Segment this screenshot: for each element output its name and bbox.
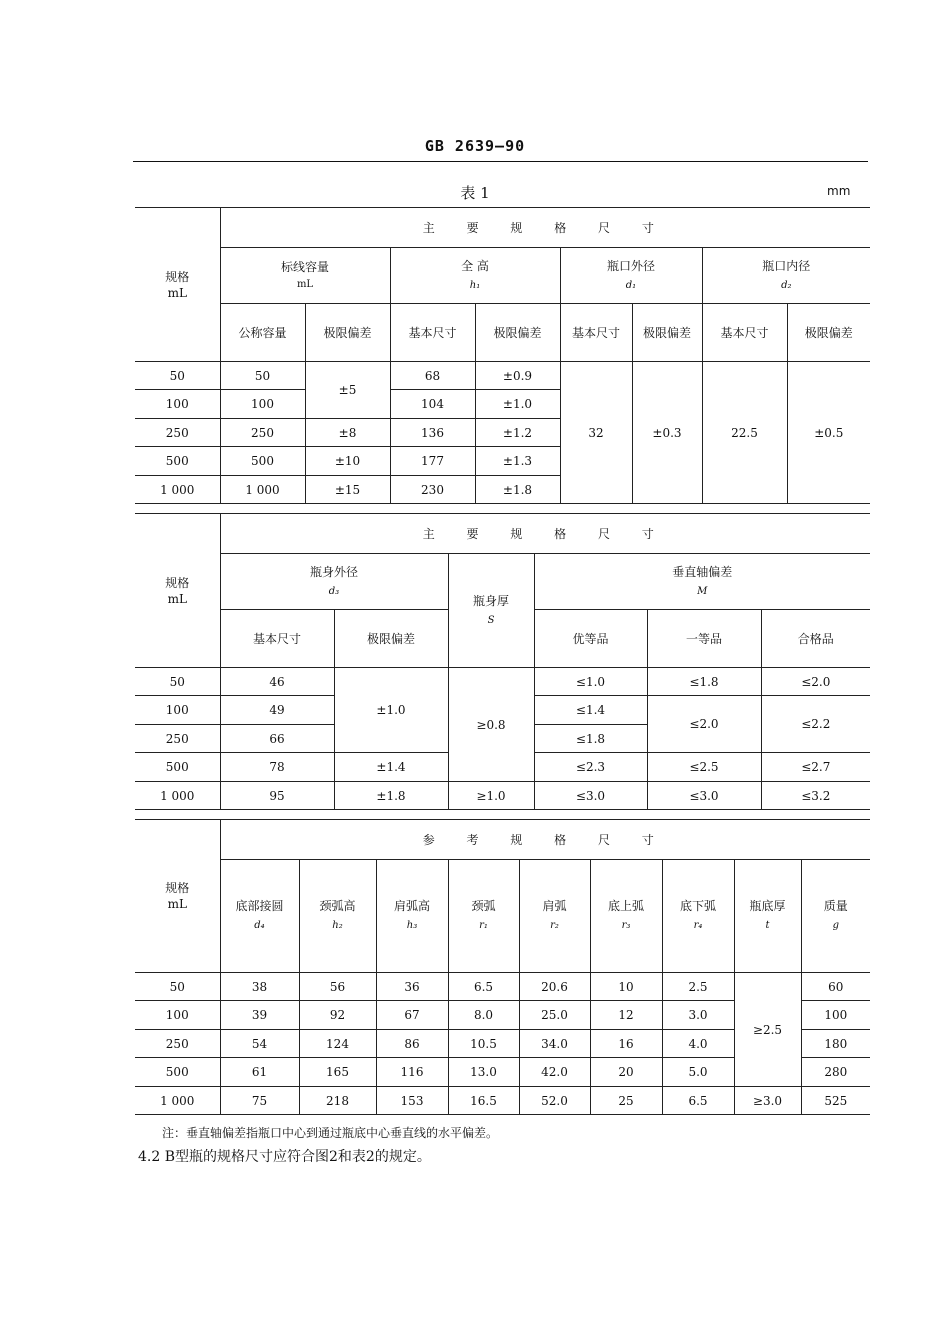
spec-cell: 100 xyxy=(135,1001,220,1030)
value-cell: 136 xyxy=(390,419,475,447)
value-cell: 4.0 xyxy=(662,1030,734,1058)
value-cell: ±0.9 xyxy=(475,362,560,390)
value-cell: 6.5 xyxy=(448,973,519,1001)
value-cell: ±1.2 xyxy=(475,419,560,447)
value-cell: ≤3.0 xyxy=(534,782,647,810)
value-cell: 6.5 xyxy=(662,1087,734,1115)
col-bottom-circle: 底部接圆 d₄ xyxy=(220,860,299,973)
value-cell: ≤1.4 xyxy=(534,696,647,725)
value-cell: ±5 xyxy=(305,362,390,419)
value-cell: 218 xyxy=(299,1087,376,1115)
value-cell: ≥0.8 xyxy=(448,668,534,782)
value-cell: 61 xyxy=(220,1058,299,1087)
sub-basic: 基本尺寸 xyxy=(702,304,787,362)
sub-basic: 基本尺寸 xyxy=(220,610,334,668)
sub-basic: 基本尺寸 xyxy=(390,304,475,362)
value-cell: 116 xyxy=(376,1058,448,1087)
value-cell: ≤2.0 xyxy=(761,668,870,696)
row-header: 规格 mL xyxy=(135,208,220,362)
value-cell: ±1.8 xyxy=(475,476,560,504)
value-cell: 104 xyxy=(390,390,475,419)
sub-tolerance: 极限偏差 xyxy=(475,304,560,362)
value-cell: 20.6 xyxy=(519,973,590,1001)
table-caption: 表 1 xyxy=(460,184,490,202)
value-cell: ±0.3 xyxy=(632,362,702,504)
value-cell: 20 xyxy=(590,1058,662,1087)
table-section-1 xyxy=(135,207,870,504)
spec-cell: 50 xyxy=(135,362,220,390)
value-cell: 180 xyxy=(801,1030,870,1058)
col-body-outer: 瓶身外径 d₃ xyxy=(220,554,448,610)
row-header: 规格 mL xyxy=(135,820,220,973)
value-cell: ±1.0 xyxy=(334,668,448,753)
value-cell: 49 xyxy=(220,696,334,725)
col-capacity: 标线容量 mL xyxy=(220,248,390,304)
table-row xyxy=(135,782,870,810)
value-cell: 86 xyxy=(376,1030,448,1058)
clause-4-2: 4.2 B型瓶的规格尺寸应符合图2和表2的规定。 xyxy=(138,1149,431,1165)
col-wall: 瓶身厚 S xyxy=(448,554,534,668)
col-shoulder-arc: 肩弧 r₂ xyxy=(519,860,590,973)
value-cell: 54 xyxy=(220,1030,299,1058)
sub-tolerance: 极限偏差 xyxy=(787,304,870,362)
sub-grade-1: 优等品 xyxy=(534,610,647,668)
value-cell: 92 xyxy=(299,1001,376,1030)
value-cell: 525 xyxy=(801,1087,870,1115)
value-cell: 100 xyxy=(220,390,305,419)
group-title: 主 要 规 格 尺 寸 xyxy=(220,514,870,554)
value-cell: ≤1.8 xyxy=(647,668,761,696)
value-cell: 38 xyxy=(220,973,299,1001)
value-cell: ≤2.2 xyxy=(761,696,870,753)
col-bottom-thickness: 瓶底厚 t xyxy=(734,860,801,973)
sub-tolerance: 极限偏差 xyxy=(334,610,448,668)
sub-grade-2: 一等品 xyxy=(647,610,761,668)
value-cell: 78 xyxy=(220,753,334,782)
table-unit: mm xyxy=(827,184,851,198)
sub-nominal: 公称容量 xyxy=(220,304,305,362)
group-title: 主 要 规 格 尺 寸 xyxy=(220,208,870,248)
header-rule xyxy=(133,161,868,162)
value-cell: 67 xyxy=(376,1001,448,1030)
value-cell: 280 xyxy=(801,1058,870,1087)
value-cell: ≤2.5 xyxy=(647,753,761,782)
value-cell: ±1.3 xyxy=(475,447,560,476)
sub-grade-3: 合格品 xyxy=(761,610,870,668)
value-cell: 250 xyxy=(220,419,305,447)
col-neck-arc-height: 颈弧高 h₂ xyxy=(299,860,376,973)
value-cell: ±1.8 xyxy=(334,782,448,810)
value-cell: ±8 xyxy=(305,419,390,447)
table-note: 注：垂直轴偏差指瓶口中心到通过瓶底中心垂直线的水平偏差。 xyxy=(162,1126,499,1140)
value-cell: ≥1.0 xyxy=(448,782,534,810)
spec-cell: 250 xyxy=(135,725,220,753)
col-shoulder-arc-height: 肩弧高 h₃ xyxy=(376,860,448,973)
value-cell: ≤2.7 xyxy=(761,753,870,782)
sub-basic: 基本尺寸 xyxy=(560,304,632,362)
spec-cell: 500 xyxy=(135,447,220,476)
value-cell: 42.0 xyxy=(519,1058,590,1087)
value-cell: ±1.0 xyxy=(475,390,560,419)
value-cell: 95 xyxy=(220,782,334,810)
value-cell: 1 000 xyxy=(220,476,305,504)
value-cell: 13.0 xyxy=(448,1058,519,1087)
value-cell: 36 xyxy=(376,973,448,1001)
value-cell: 25.0 xyxy=(519,1001,590,1030)
value-cell: 10.5 xyxy=(448,1030,519,1058)
col-mass: 质量 g xyxy=(801,860,870,973)
value-cell: 52.0 xyxy=(519,1087,590,1115)
value-cell: 39 xyxy=(220,1001,299,1030)
spec-cell: 250 xyxy=(135,1030,220,1058)
value-cell: ≥2.5 xyxy=(734,973,801,1087)
value-cell: 16 xyxy=(590,1030,662,1058)
value-cell: 230 xyxy=(390,476,475,504)
spec-cell: 100 xyxy=(135,390,220,419)
value-cell: 124 xyxy=(299,1030,376,1058)
table-row xyxy=(135,668,870,696)
col-mouth-inner: 瓶口内径 d₂ xyxy=(702,248,870,304)
value-cell: ±0.5 xyxy=(787,362,870,504)
spec-cell: 1 000 xyxy=(135,1087,220,1115)
value-cell: 68 xyxy=(390,362,475,390)
spec-cell: 500 xyxy=(135,1058,220,1087)
value-cell: ≤2.0 xyxy=(647,696,761,753)
standard-header: GB 2639—90 xyxy=(424,137,526,155)
row-header: 规格 mL xyxy=(135,514,220,668)
value-cell: 12 xyxy=(590,1001,662,1030)
col-axis-deviation: 垂直轴偏差 M xyxy=(534,554,870,610)
sub-tolerance: 极限偏差 xyxy=(632,304,702,362)
value-cell: 2.5 xyxy=(662,973,734,1001)
value-cell: 32 xyxy=(560,362,632,504)
col-mouth-outer: 瓶口外径 d₁ xyxy=(560,248,702,304)
value-cell: ≤1.0 xyxy=(534,668,647,696)
table-row xyxy=(135,973,870,1001)
value-cell: 46 xyxy=(220,668,334,696)
spec-cell: 1 000 xyxy=(135,782,220,810)
value-cell: ≤1.8 xyxy=(534,725,647,753)
col-neck-arc: 颈弧 r₁ xyxy=(448,860,519,973)
spec-cell: 50 xyxy=(135,973,220,1001)
value-cell: 56 xyxy=(299,973,376,1001)
table-section-2 xyxy=(135,513,870,810)
value-cell: ≤3.2 xyxy=(761,782,870,810)
value-cell: 153 xyxy=(376,1087,448,1115)
col-bottom-upper-arc: 底上弧 r₃ xyxy=(590,860,662,973)
spec-cell: 500 xyxy=(135,753,220,782)
value-cell: 3.0 xyxy=(662,1001,734,1030)
spec-cell: 250 xyxy=(135,419,220,447)
value-cell: 22.5 xyxy=(702,362,787,504)
spec-cell: 50 xyxy=(135,668,220,696)
value-cell: ±15 xyxy=(305,476,390,504)
value-cell: ≤3.0 xyxy=(647,782,761,810)
value-cell: 50 xyxy=(220,362,305,390)
table-section-3 xyxy=(135,819,870,1115)
value-cell: 100 xyxy=(801,1001,870,1030)
value-cell: ≤2.3 xyxy=(534,753,647,782)
value-cell: 25 xyxy=(590,1087,662,1115)
group-title: 参 考 规 格 尺 寸 xyxy=(220,820,870,860)
spec-cell: 1 000 xyxy=(135,476,220,504)
value-cell: 66 xyxy=(220,725,334,753)
sub-tolerance: 极限偏差 xyxy=(305,304,390,362)
value-cell: 165 xyxy=(299,1058,376,1087)
value-cell: 75 xyxy=(220,1087,299,1115)
value-cell: ±10 xyxy=(305,447,390,476)
col-bottom-lower-arc: 底下弧 r₄ xyxy=(662,860,734,973)
value-cell: 60 xyxy=(801,973,870,1001)
value-cell: ≥3.0 xyxy=(734,1087,801,1115)
col-height: 全 高 h₁ xyxy=(390,248,560,304)
value-cell: 16.5 xyxy=(448,1087,519,1115)
value-cell: 177 xyxy=(390,447,475,476)
value-cell: 34.0 xyxy=(519,1030,590,1058)
value-cell: 500 xyxy=(220,447,305,476)
value-cell: 8.0 xyxy=(448,1001,519,1030)
table-row xyxy=(135,1087,870,1115)
table-row xyxy=(135,362,870,390)
spec-cell: 100 xyxy=(135,696,220,725)
value-cell: 10 xyxy=(590,973,662,1001)
value-cell: ±1.4 xyxy=(334,753,448,782)
value-cell: 5.0 xyxy=(662,1058,734,1087)
